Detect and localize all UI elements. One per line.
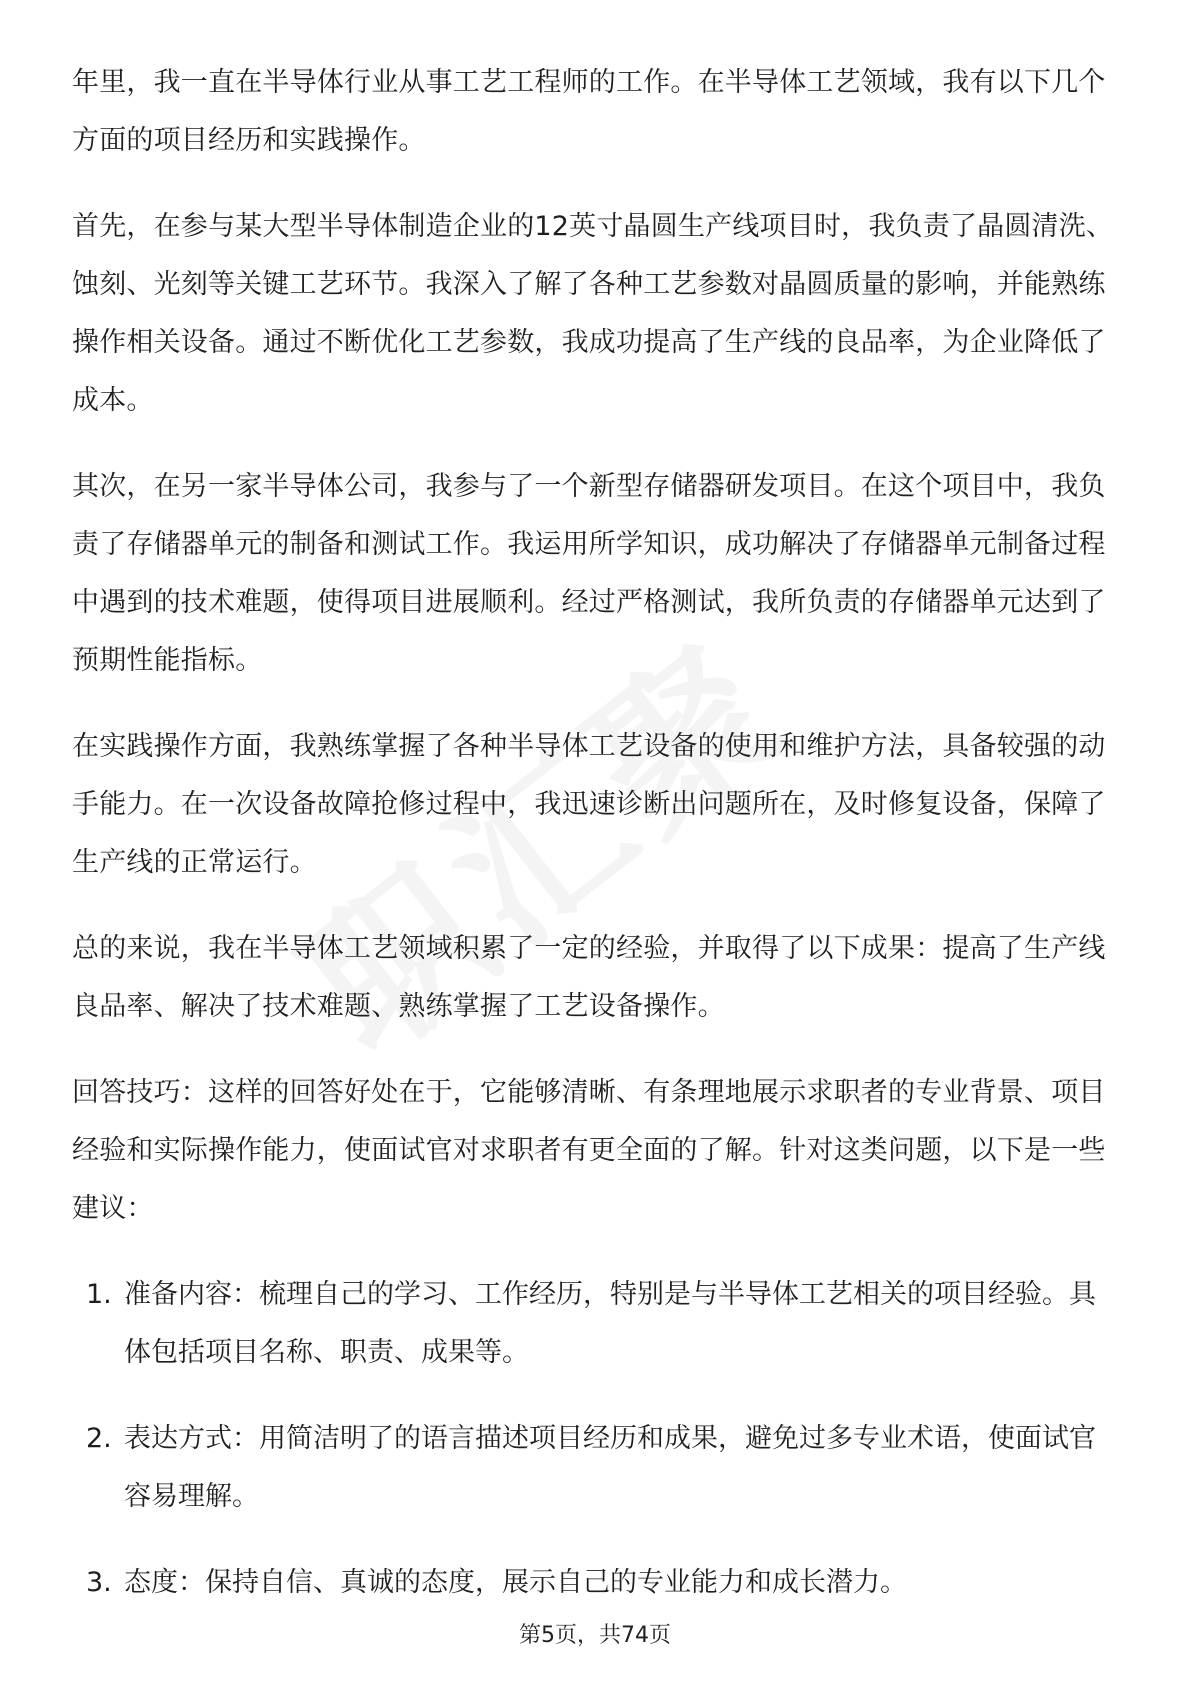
paragraph-second-project: 其次，在另一家半导体公司，我参与了一个新型存储器研发项目。在这个项目中，我负责了存储器单元的制备和测试工作。我运用所学知识，成功解决了存储器单元制备过程中遇到的技术难题，使得项目进展顺利。经过严格测试，我所负责的存储器单元达到了预期性能指标。 (72, 471, 1106, 676)
paragraph-summary: 总的来说，我在半导体工艺领域积累了一定的经验，并取得了以下成果：提高了生产线良品率、解决了技术难题、熟练掌握了工艺设备操作。 (72, 933, 1106, 1022)
list-item-text: 准备内容：梳理自己的学习、工作经历，特别是与半导体工艺相关的项目经验。具体包括项目名称、职责、成果等。 (124, 1279, 1096, 1368)
paragraph-intro: 年里，我一直在半导体行业从事工艺工程师的工作。在半导体工艺领域，我有以下几个方面的项目经历和实践操作。 (72, 67, 1106, 156)
list-item (72, 1410, 1118, 1526)
list-item-text: 表达方式：用简洁明了的语言描述项目经历和成果，避免过多专业术语，使面试官容易理解。 (124, 1423, 1096, 1512)
list-item-number: 3. (86, 1567, 112, 1598)
suggestion-list (72, 1266, 1118, 1612)
document-body (72, 54, 1118, 1640)
list-item (72, 1554, 1118, 1612)
list-item-number: 2. (86, 1423, 112, 1454)
paragraph-first-project: 首先，在参与某大型半导体制造企业的12英寸晶圆生产线项目时，我负责了晶圆清洗、蚀刻、光刻等关键工艺环节。我深入了解了各种工艺参数对晶圆质量的影响，并能熟练操作相关设备。通过不断优化工艺参数，我成功提高了生产线的良品率，为企业降低了成本。 (72, 211, 1114, 416)
list-item-number: 1. (86, 1279, 112, 1310)
paragraph-tips: 回答技巧：这样的回答好处在于，它能够清晰、有条理地展示求职者的专业背景、项目经验和实际操作能力，使面试官对求职者有更全面的了解。针对这类问题，以下是一些建议： (72, 1077, 1106, 1224)
list-item (72, 1266, 1118, 1382)
paragraph-practice: 在实践操作方面，我熟练掌握了各种半导体工艺设备的使用和维护方法，具备较强的动手能力。在一次设备故障抢修过程中，我迅速诊断出问题所在，及时修复设备，保障了生产线的正常运行。 (72, 731, 1106, 878)
list-item-text: 态度：保持自信、真诚的态度，展示自己的专业能力和成长潜力。 (124, 1567, 907, 1598)
page-footer: 第5页，共74页 (519, 1623, 671, 1648)
